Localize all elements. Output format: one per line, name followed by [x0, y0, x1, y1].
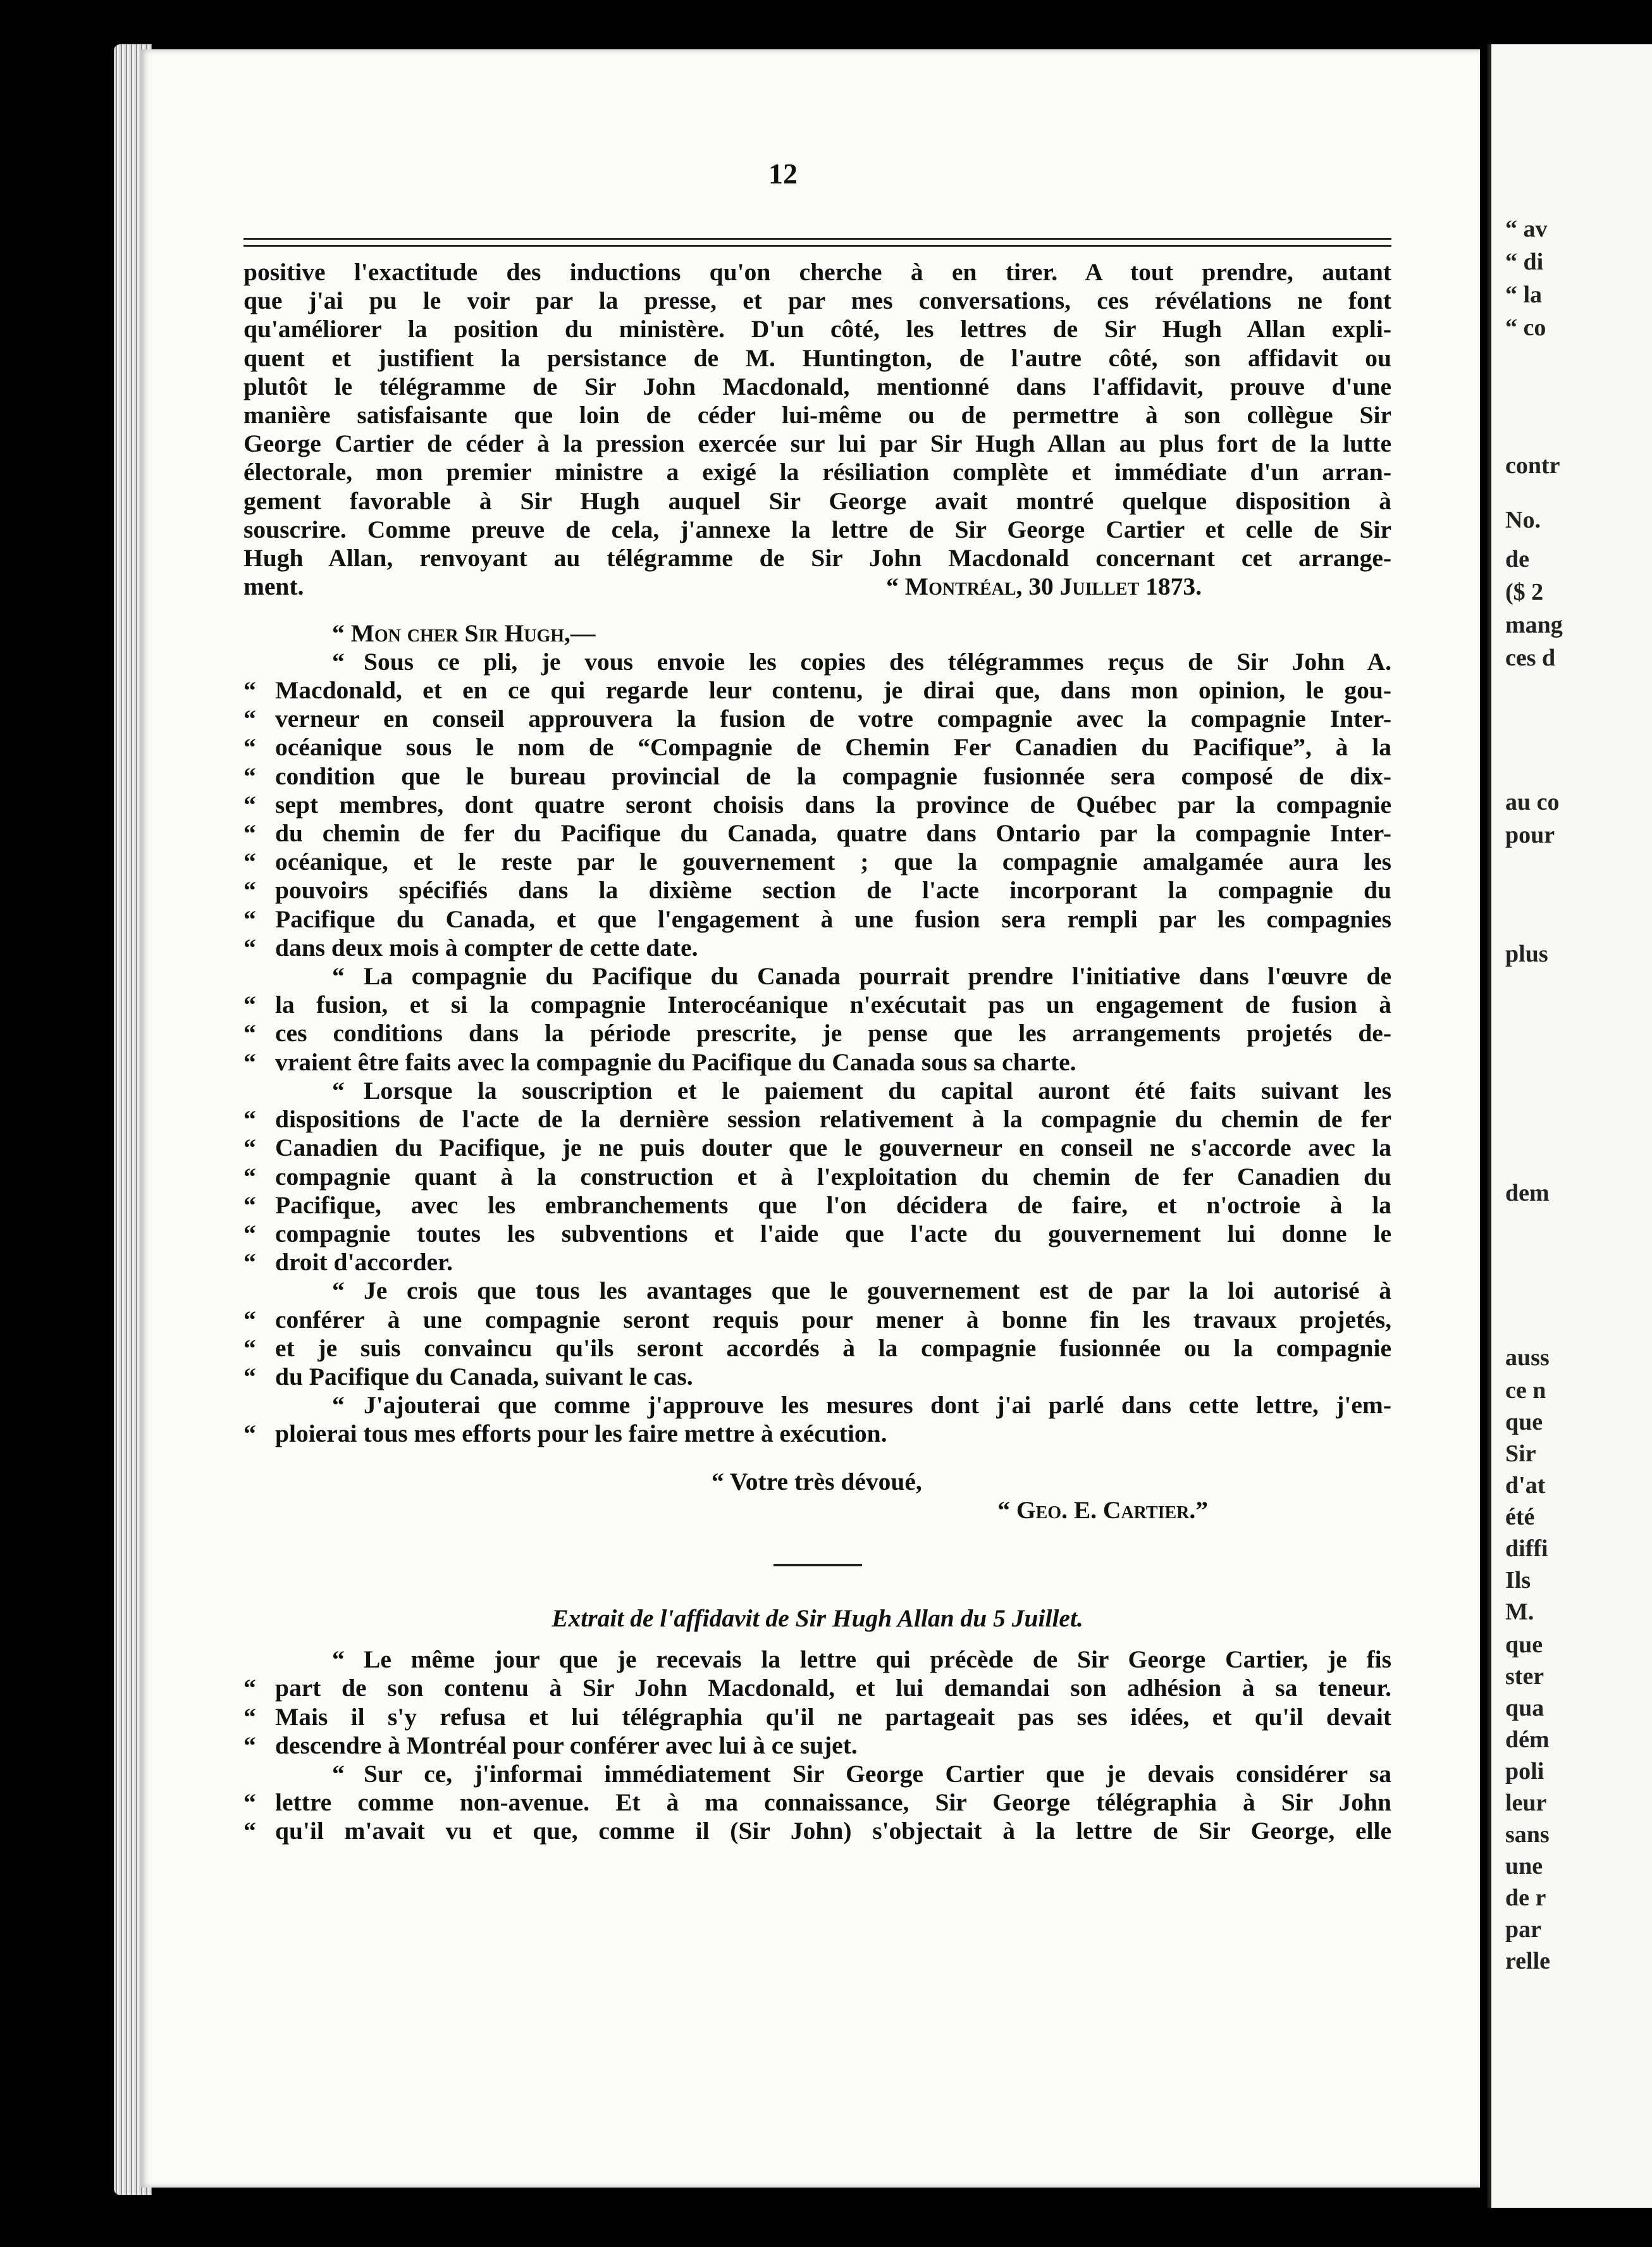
facing-page-text-fragment: de r — [1505, 1885, 1546, 1911]
quote-mark: “ — [332, 1645, 345, 1674]
line-text: océanique sous le nom de “Compagnie de Chemin Fer Canadien du Pacifique”, à la — [275, 733, 1391, 762]
quote-mark: “ — [332, 647, 345, 676]
line-text: du Pacifique du Canada, suivant le cas. — [275, 1362, 693, 1390]
text-line: George Cartier de céder à la pression exercée sur lui par Sir Hugh Allan au plus fort de la lutte — [243, 430, 1391, 458]
text-line: qu'améliorer la position du ministère. D'un côté, les lettres de Sir Hugh Allan expli- — [243, 315, 1391, 344]
quote-mark: “ — [243, 1219, 256, 1247]
line-text: Je crois que tous les avantages que le gouvernement est de par la loi autorisé à — [364, 1277, 1391, 1305]
line-text: pouvoirs spécifiés dans la dixième section de l'acte incorporant la compagnie du — [275, 876, 1391, 905]
opening-paragraph — [243, 258, 1391, 601]
quote-mark: “ — [243, 905, 256, 933]
text-line — [243, 676, 1391, 705]
text-line: souscrire. Comme preuve de cela, j'annexe la lettre de Sir George Cartier et celle de Sir — [243, 515, 1391, 543]
quote-mark: “ — [243, 1334, 256, 1362]
text-line — [243, 1019, 1391, 1048]
facing-page-text-fragment: par — [1505, 1916, 1541, 1943]
line-text: Pacifique du Canada, et que l'engagement à une fusion sera rempli par les compagnies — [275, 905, 1391, 933]
text-line — [243, 1220, 1391, 1248]
quote-mark: “ — [332, 1759, 345, 1788]
line-text: Canadien du Pacifique, je ne puis douter que le gouverneur en conseil ne s'accorde avec la — [275, 1134, 1391, 1162]
facing-page-text-fragment: que — [1505, 1631, 1543, 1658]
letter-dateline: “ Montréal, 30 Juillet 1873. — [886, 573, 1202, 601]
facing-page-text-fragment: plus — [1505, 941, 1548, 967]
text-line — [243, 962, 1391, 991]
line-text: verneur en conseil approuvera la fusion de votre compagnie avec la compagnie Inter- — [275, 705, 1391, 733]
text-line — [243, 648, 1391, 676]
quote-mark: “ — [332, 1277, 345, 1305]
facing-page-text-fragment: d'at — [1505, 1472, 1546, 1499]
facing-page-text-fragment: poli — [1505, 1758, 1544, 1785]
header-rule — [243, 238, 1391, 247]
quote-mark: “ — [243, 733, 256, 762]
text-line — [243, 876, 1391, 905]
page-body — [243, 258, 1391, 1846]
quote-mark: “ — [243, 876, 256, 905]
text-line — [243, 1674, 1391, 1702]
text-line — [243, 1191, 1391, 1220]
line-text: Sur ce, j'informai immédiatement Sir George Cartier que je devais considérer sa — [364, 1759, 1391, 1788]
quote-mark: “ — [332, 1391, 345, 1420]
quote-mark: “ — [243, 762, 256, 790]
text-line — [243, 934, 1391, 962]
facing-page-text-fragment: Sir — [1505, 1440, 1536, 1467]
text-line — [243, 1105, 1391, 1134]
facing-page-text-fragment: dem — [1505, 1180, 1550, 1206]
line-text: dispositions de l'acte de la dernière session relativement à la compagnie du chemin de fer — [275, 1105, 1391, 1134]
facing-page — [1488, 44, 1652, 2208]
quote-mark: “ — [243, 1788, 256, 1817]
line-text: dans deux mois à compter de cette date. — [275, 933, 698, 962]
quote-mark: “ — [243, 848, 256, 876]
line-text: J'ajouterai que comme j'approuve les mesures dont j'ai parlé dans cette lettre, j'em- — [364, 1391, 1391, 1420]
text-line — [243, 762, 1391, 791]
quote-mark: “ — [243, 1731, 256, 1759]
text-line — [243, 733, 1391, 762]
facing-page-text-fragment: No. — [1505, 507, 1541, 533]
text-line — [243, 991, 1391, 1019]
quote-mark: “ — [243, 991, 256, 1019]
line-text: Lorsque la souscription et le paiement du capital auront été faits suivant les — [364, 1076, 1391, 1105]
quote-mark: “ — [243, 819, 256, 848]
line-text: ces conditions dans la période prescrite, je pense que les arrangements projetés de- — [275, 1019, 1391, 1048]
facing-page-text-fragment: “ av — [1505, 216, 1548, 242]
quote-mark: “ — [243, 1248, 256, 1277]
text-line: que j'ai pu le voir par la presse, et par mes conversations, ces révélations ne font — [243, 287, 1391, 315]
line-text: Pacifique, avec les embranchements que l'on décidera de faire, et n'octroie à la — [275, 1191, 1391, 1219]
text-line — [243, 1277, 1391, 1305]
quote-mark: “ — [243, 790, 256, 819]
text-line — [243, 1420, 1391, 1448]
facing-page-text-fragment: relle — [1505, 1948, 1551, 1974]
quote-mark: “ — [243, 1162, 256, 1191]
text-line — [243, 1048, 1391, 1077]
quote-mark: “ — [332, 962, 345, 991]
affidavit-extract — [243, 1645, 1391, 1845]
facing-page-text-fragment: Ils — [1505, 1567, 1531, 1594]
facing-page-text-fragment: ces d — [1505, 645, 1556, 671]
quote-mark: “ — [243, 1191, 256, 1219]
facing-page-text-fragment: ce n — [1505, 1377, 1546, 1404]
text-line — [243, 1817, 1391, 1845]
text-line — [243, 1306, 1391, 1334]
facing-page-text-fragment: été — [1505, 1504, 1535, 1530]
text-line: quent et justifient la persistance de M. Huntington, de l'autre côté, son affidavit ou — [243, 344, 1391, 372]
letter-signature: “ Geo. E. Cartier.” — [997, 1495, 1208, 1524]
line-text: part de son contenu à Sir John Macdonald, et lui demandai son adhésion à sa teneur. — [275, 1674, 1391, 1702]
quote-mark: “ — [243, 1702, 256, 1731]
quote-mark: “ — [332, 1076, 345, 1105]
text-line — [243, 1760, 1391, 1788]
text-line — [243, 1731, 1391, 1760]
facing-page-text-fragment: M. — [1505, 1599, 1534, 1625]
text-line — [243, 819, 1391, 848]
facing-page-text-fragment: ($ 2 — [1505, 579, 1544, 605]
quote-mark: “ — [243, 1105, 256, 1134]
text-line — [243, 1788, 1391, 1817]
facing-page-text-fragment: “ co — [1505, 314, 1546, 341]
line-text: conférer à une compagnie seront requis pour mener à bonne fin les travaux projetés, — [275, 1305, 1391, 1334]
quote-mark: “ — [243, 1019, 256, 1048]
page-number: 12 — [768, 158, 798, 190]
facing-page-text-fragment: ster — [1505, 1663, 1544, 1690]
line-text: condition que le bureau provincial de la compagnie fusionnée sera composé de dix- — [275, 762, 1391, 790]
line-text: Mais il s'y refusa et lui télégraphia qu'il ne partageait pas ses idées, et qu'il devait — [275, 1702, 1391, 1731]
line-text: du chemin de fer du Pacifique du Canada, quatre dans Ontario par la compagnie Inter- — [275, 819, 1391, 848]
quote-mark: “ — [243, 1817, 256, 1845]
quote-mark: “ — [243, 933, 256, 962]
letter-salutation: “ Mon cher Sir Hugh,— — [332, 619, 596, 647]
facing-page-text-fragment: qua — [1505, 1695, 1544, 1721]
quote-mark: “ — [243, 676, 256, 705]
text-line — [243, 1645, 1391, 1674]
line-text: vraient être faits avec la compagnie du Pacifique du Canada sous sa charte. — [275, 1048, 1076, 1076]
quote-mark: “ — [243, 1362, 256, 1390]
facing-page-text-fragment: auss — [1505, 1344, 1550, 1371]
facing-page-text-fragment: sans — [1505, 1821, 1550, 1848]
facing-page-text-fragment: pour — [1505, 822, 1555, 848]
line-text: La compagnie du Pacifique du Canada pourrait prendre l'initiative dans l'œuvre de — [364, 962, 1391, 991]
facing-page-text-fragment: leur — [1505, 1790, 1547, 1816]
text-line — [243, 1134, 1391, 1162]
line-text: lettre comme non-avenue. Et à ma connaissance, Sir George télégraphia à Sir John — [275, 1788, 1391, 1817]
line-text: la fusion, et si la compagnie Interocéanique n'exécutait pas un engagement de fusion à — [275, 991, 1391, 1019]
line-text: droit d'accorder. — [275, 1248, 453, 1277]
text-line: électorale, mon premier ministre a exigé la résiliation complète et immédiate d'un arran- — [243, 458, 1391, 486]
facing-page-text-fragment: de — [1505, 546, 1529, 573]
line-text: ploierai tous mes efforts pour les faire mettre à exécution. — [275, 1420, 887, 1448]
text-line — [243, 1703, 1391, 1731]
line-text: qu'il m'avait vu et que, comme il (Sir John) s'objectait à la lettre de Sir George, elle — [275, 1817, 1391, 1845]
facing-page-text-fragment: dém — [1505, 1726, 1550, 1753]
line-text: Macdonald, et en ce qui regarde leur contenu, je dirai que, dans mon opinion, le gou- — [275, 676, 1391, 705]
text-line — [243, 1363, 1391, 1391]
line-text: océanique, et le reste par le gouvernement ; que la compagnie amalgamée aura les — [275, 848, 1391, 876]
line-text: descendre à Montréal pour conférer avec lui à ce sujet. — [275, 1731, 858, 1759]
quote-mark: “ — [243, 1420, 256, 1448]
facing-page-text-fragment: au co — [1505, 789, 1560, 815]
text-line — [243, 1077, 1391, 1105]
line-text: compagnie quant à la construction et à l'exploitation du chemin de fer Canadien du — [275, 1162, 1391, 1191]
text-line — [243, 1163, 1391, 1191]
text-line — [243, 1391, 1391, 1420]
text-line — [243, 905, 1391, 934]
quote-mark: “ — [243, 1305, 256, 1334]
quote-mark: “ — [243, 1674, 256, 1702]
text-line — [243, 1334, 1391, 1363]
text-line — [243, 705, 1391, 733]
letter-closing: “ Votre très dévoué, — [712, 1467, 922, 1495]
facing-page-text-fragment: contr — [1505, 452, 1560, 479]
text-line — [243, 848, 1391, 876]
text-line: Hugh Allan, renvoyant au télégramme de Sir John Macdonald concernant cet arrange- — [243, 544, 1391, 573]
facing-page-text-fragment: “ di — [1505, 249, 1544, 275]
facing-page-text-fragment: “ la — [1505, 282, 1543, 308]
text-line — [243, 791, 1391, 819]
text-line: positive l'exactitude des inductions qu'on cherche à en tirer. A tout prendre, autant — [243, 258, 1391, 286]
letter-body — [243, 648, 1391, 1449]
facing-page-text-fragment: diffi — [1505, 1535, 1548, 1562]
facing-page-text-fragment: une — [1505, 1853, 1543, 1879]
line-text: compagnie toutes les subventions et l'aide que l'acte du gouvernement lui donne le — [275, 1219, 1391, 1247]
text-line: ment. — [243, 573, 304, 601]
text-line: gement favorable à Sir Hugh auquel Sir George avait montré quelque disposition à — [243, 486, 1391, 515]
facing-page-text-fragment: mang — [1505, 612, 1563, 638]
line-text: Le même jour que je recevais la lettre qui précède de Sir George Cartier, je fis — [364, 1645, 1391, 1674]
line-text: Sous ce pli, je vous envoie les copies des télégrammes reçus de Sir John A. — [364, 647, 1391, 676]
line-text: sept membres, dont quatre seront choisis dans la province de Québec par la compagnie — [275, 790, 1391, 819]
quote-mark: “ — [243, 705, 256, 733]
quote-mark: “ — [243, 1134, 256, 1162]
line-text: et je suis convaincu qu'ils seront accordés à la compagnie fusionnée ou la compagnie — [275, 1334, 1391, 1362]
extract-heading: Extrait de l'affidavit de Sir Hugh Allan du 5 Juillet. — [552, 1604, 1083, 1632]
text-line: manière satisfaisante que loin de céder lui-même ou de permettre à son collègue Sir — [243, 401, 1391, 430]
facing-page-text-fragment: que — [1505, 1409, 1543, 1435]
text-line: plutôt le télégramme de Sir John Macdonald, mentionné dans l'affidavit, prouve d'une — [243, 372, 1391, 400]
text-line — [243, 1248, 1391, 1277]
quote-mark: “ — [243, 1048, 256, 1076]
section-divider — [774, 1564, 862, 1566]
